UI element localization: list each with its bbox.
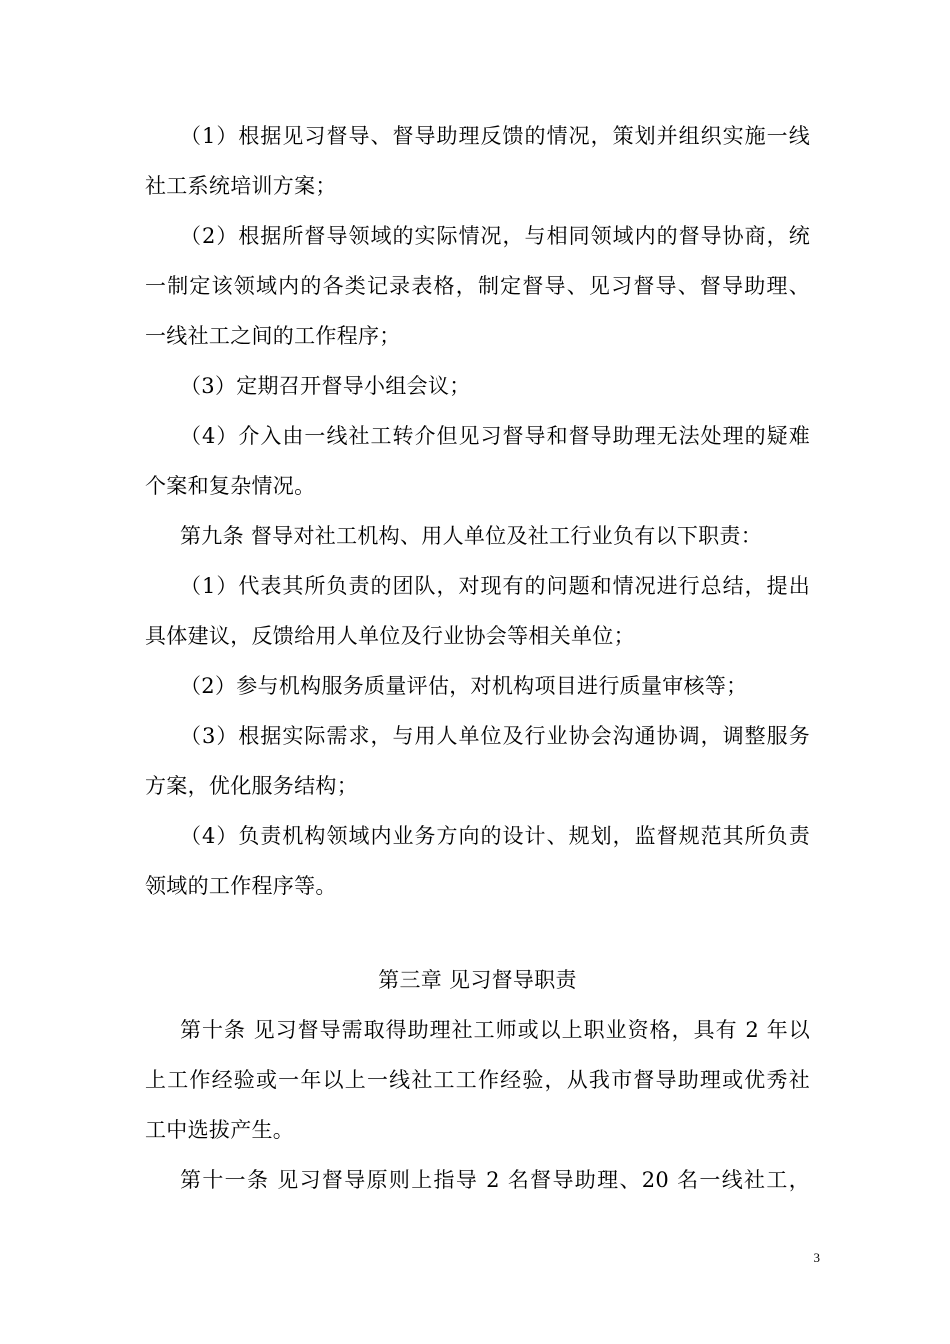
paragraph-line: 工中选拔产生。 [145,1118,295,1142]
paragraph-line: （4）介入由一线社工转介但见习督导和督导助理无法处理的疑难 [180,424,810,448]
paragraph-line: （3）根据实际需求，与用人单位及行业协会沟通协调，调整服务 [180,724,810,748]
paragraph-line: （1）代表其所负责的团队，对现有的问题和情况进行总结，提出 [180,574,810,598]
chapter-heading: 第三章 见习督导职责 [378,968,577,992]
paragraph-line: 具体建议，反馈给用人单位及行业协会等相关单位； [145,624,635,648]
paragraph-line: （4）负责机构领域内业务方向的设计、规划，监督规范其所负责 [180,824,810,848]
paragraph-line: （2）参与机构服务质量评估，对机构项目进行质量审核等； [180,674,748,698]
paragraph-line: 第十一条 见习督导原则上指导 2 名督导助理、20 名一线社工， [180,1168,810,1192]
page-number: 3 [813,1250,820,1265]
paragraph-line: 社工系统培训方案； [145,174,337,198]
paragraph-line: （3）定期召开督导小组会议； [180,374,471,398]
paragraph-line: （2）根据所督导领域的实际情况，与相同领域内的督导协商，统 [180,224,810,248]
paragraph-line: 个案和复杂情况。 [145,474,316,498]
paragraph-line: 第十条 见习督导需取得助理社工师或以上职业资格，具有 2 年以 [180,1018,810,1042]
paragraph-line: 一制定该领域内的各类记录表格，制定督导、见习督导、督导助理、 [145,274,810,298]
article-heading-line: 第九条 督导对社工机构、用人单位及社工行业负有以下职责： [180,524,763,548]
paragraph-line: （1）根据见习督导、督导助理反馈的情况，策划并组织实施一线 [180,124,810,148]
paragraph-line: 上工作经验或一年以上一线社工工作经验，从我市督导助理或优秀社 [145,1068,810,1092]
paragraph-line: 方案，优化服务结构； [145,774,358,798]
paragraph-line: 领域的工作程序等。 [145,874,337,898]
paragraph-line: 一线社工之间的工作程序； [145,324,401,348]
